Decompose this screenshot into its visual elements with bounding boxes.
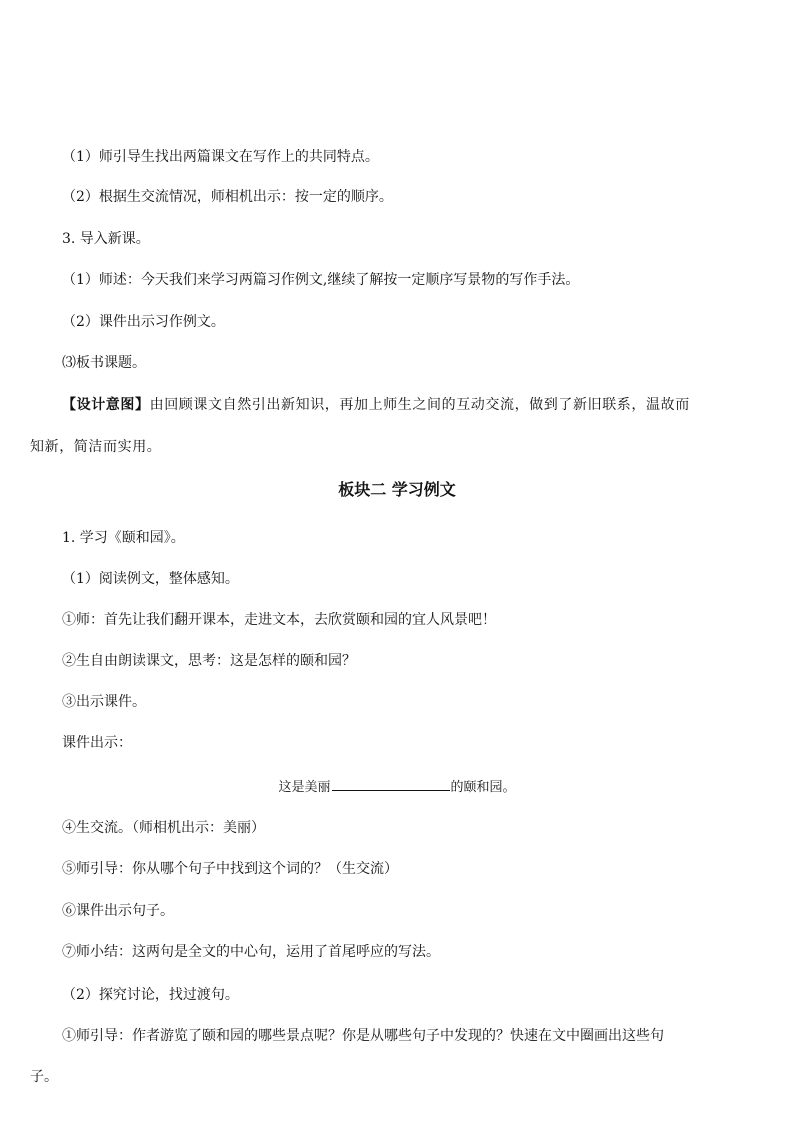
design-intent-label: 【设计意图】 [62,397,150,413]
paragraph-show-sentences: ⑥课件出示句子。 [62,903,174,919]
paragraph-explore-discuss: （2）探究讨论，找过渡句。 [62,987,239,1003]
paragraph-teacher-guide-2: ①师引导：作者游览了颐和园的哪些景点呢？你是从哪些句子中发现的？快速在文中圈画出这些句 [62,1028,664,1044]
fill-in-prefix: 这是美丽 [278,780,331,795]
paragraph-study-yiheyuan: 1. 学习《颐和园》。 [62,530,185,546]
paragraph-free-reading: ②生自由朗读课文，思考：这是怎样的颐和园？ [62,653,356,669]
design-intent-text: 由回顾课文自然引出新知识，再加上师生之间的互动交流，做到了新旧联系，温故而 [149,397,690,413]
paragraph-step-1: （1）师引导生找出两篇课文在写作上的共同特点。 [62,149,379,165]
paragraph-read-overall: （1）阅读例文，整体感知。 [62,571,239,587]
fill-in-suffix: 的颐和园。 [450,780,516,795]
paragraph-courseware-label: 课件出示： [62,735,132,751]
blank-line [332,776,450,791]
paragraph-teacher-guide: ⑤师引导：你从哪个句子中找到这个词的？（生交流） [62,861,398,877]
design-intent-continuation: 知新，简洁而实用。 [30,439,162,455]
paragraph-student-exchange: ④生交流。（师相机出示：美丽） [62,820,265,836]
paragraph-teacher-statement: （1）师述：今天我们来学习两篇习作例文,继续了解按一定顺序写景物的写作手法。 [62,272,580,288]
paragraph-show-courseware-2: ③出示课件。 [62,694,146,710]
paragraph-teacher-summary: ⑦师小结：这两句是全文的中心句，运用了首尾呼应的写法。 [62,944,440,960]
fill-in-blank-sentence [0,776,794,798]
paragraph-import-lesson: 3. 导入新课。 [62,231,150,247]
paragraph-teacher-open-book: ①师：首先让我们翻开课本，走进文本，去欣赏颐和园的宜人风景吧！ [62,612,496,628]
design-intent-paragraph [62,395,690,415]
paragraph-show-courseware: （2）课件出示习作例文。 [62,314,225,330]
section-heading: 板块二 学习例文 [338,480,456,499]
paragraph-teacher-guide-2-continuation: 子。 [30,1069,58,1085]
paragraph-write-title: ⑶板书课题。 [62,355,146,371]
paragraph-step-2: （2）根据生交流情况，师相机出示：按一定的顺序。 [62,189,393,205]
